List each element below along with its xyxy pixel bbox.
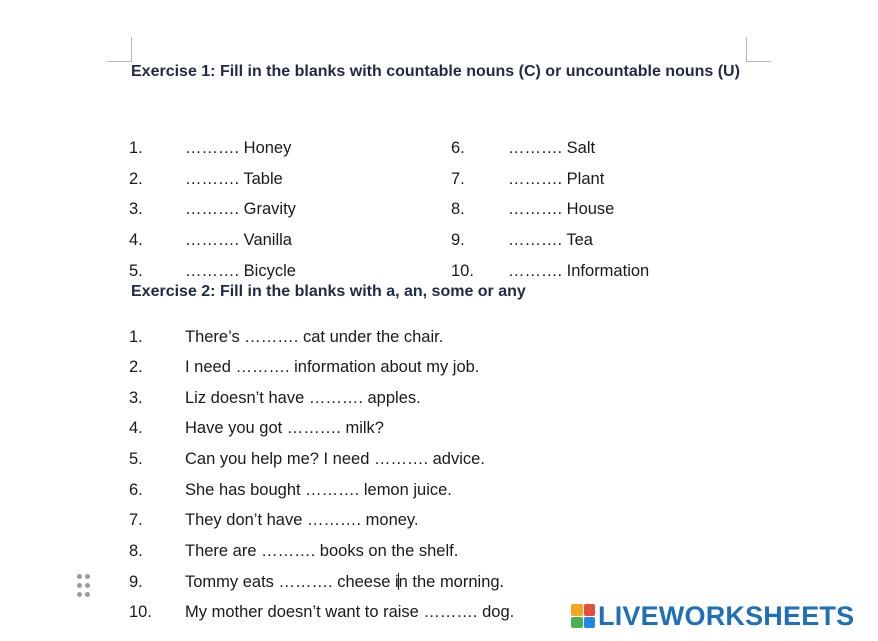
ex1-item-number: 6.	[451, 139, 465, 157]
ex1-item-text: ………. Salt	[508, 139, 596, 157]
ex2-item-number: 4.	[129, 419, 143, 437]
ex2-item-number: 6.	[129, 481, 143, 499]
ex2-item-text: I need ………. information about my job.	[185, 358, 480, 376]
ex1-item-text: ………. Information	[508, 262, 650, 280]
ex2-item-number: 5.	[129, 450, 143, 468]
liveworksheets-logo-text: LIVEWORKSHEETS	[598, 601, 855, 631]
ex1-item-text: ………. Table	[185, 170, 283, 188]
ex2-item-text: She has bought ………. lemon juice.	[185, 481, 452, 499]
ex2-item-number: 2.	[129, 358, 143, 376]
ex2-item-text: Liz doesn’t have ………. apples.	[185, 389, 421, 407]
ex1-item-text: ………. Gravity	[185, 200, 296, 218]
ex2-item-text: They don’t have ………. money.	[185, 511, 419, 529]
ex2-item-number: 7.	[129, 511, 143, 529]
ex1-item-number: 9.	[451, 231, 465, 249]
ex1-item-text: ………. Bicycle	[185, 262, 296, 280]
exercise2-title: Exercise 2: Fill in the blanks with a, an, some or any	[131, 283, 526, 300]
ex1-item-text: ………. Plant	[508, 170, 605, 188]
ex2-item-text-after: n the morning.	[398, 573, 505, 591]
ex2-item-text: There’s ………. cat under the chair.	[185, 328, 444, 346]
ex1-item-number: 3.	[129, 200, 143, 218]
exercise1-title: Exercise 1: Fill in the blanks with countable nouns (C) or uncountable nouns (U)	[131, 63, 740, 80]
ex2-item-text-before: Tommy eats ………. cheese i	[185, 573, 399, 591]
ex1-item-number: 7.	[451, 170, 465, 188]
ex2-item-text: My mother doesn’t want to raise ………. dog.	[185, 603, 515, 621]
ex1-item-text: ………. House	[508, 200, 615, 218]
ex2-item-text: Can you help me? I need ………. advice.	[185, 450, 485, 468]
ex1-item-text: ………. Tea	[508, 231, 593, 249]
ex2-item-text: There are ………. books on the shelf.	[185, 542, 459, 560]
ex1-item-number: 1.	[129, 139, 143, 157]
drag-handle-icon[interactable]	[77, 574, 91, 600]
ex2-item-number: 10.	[129, 603, 152, 621]
ex1-item-text: ………. Vanilla	[185, 231, 292, 249]
liveworksheets-logo	[571, 602, 854, 630]
ex1-item-number: 2.	[129, 170, 143, 188]
ex1-item-number: 5.	[129, 262, 143, 280]
ex1-item-number: 8.	[451, 200, 465, 218]
page-corner-mark-left	[107, 37, 132, 62]
ex2-item-number: 3.	[129, 389, 143, 407]
ex1-item-number: 4.	[129, 231, 143, 249]
ex2-item-number: 8.	[129, 542, 143, 560]
ex2-item-number: 9.	[129, 573, 143, 591]
ex1-item-text: ………. Honey	[185, 139, 292, 157]
ex2-item-text: Have you got ………. milk?	[185, 419, 384, 437]
ex1-item-number: 10.	[451, 262, 474, 280]
ex2-item-text[interactable]	[185, 572, 504, 592]
liveworksheets-logo-icon	[571, 604, 595, 628]
ex2-item-number: 1.	[129, 328, 143, 346]
